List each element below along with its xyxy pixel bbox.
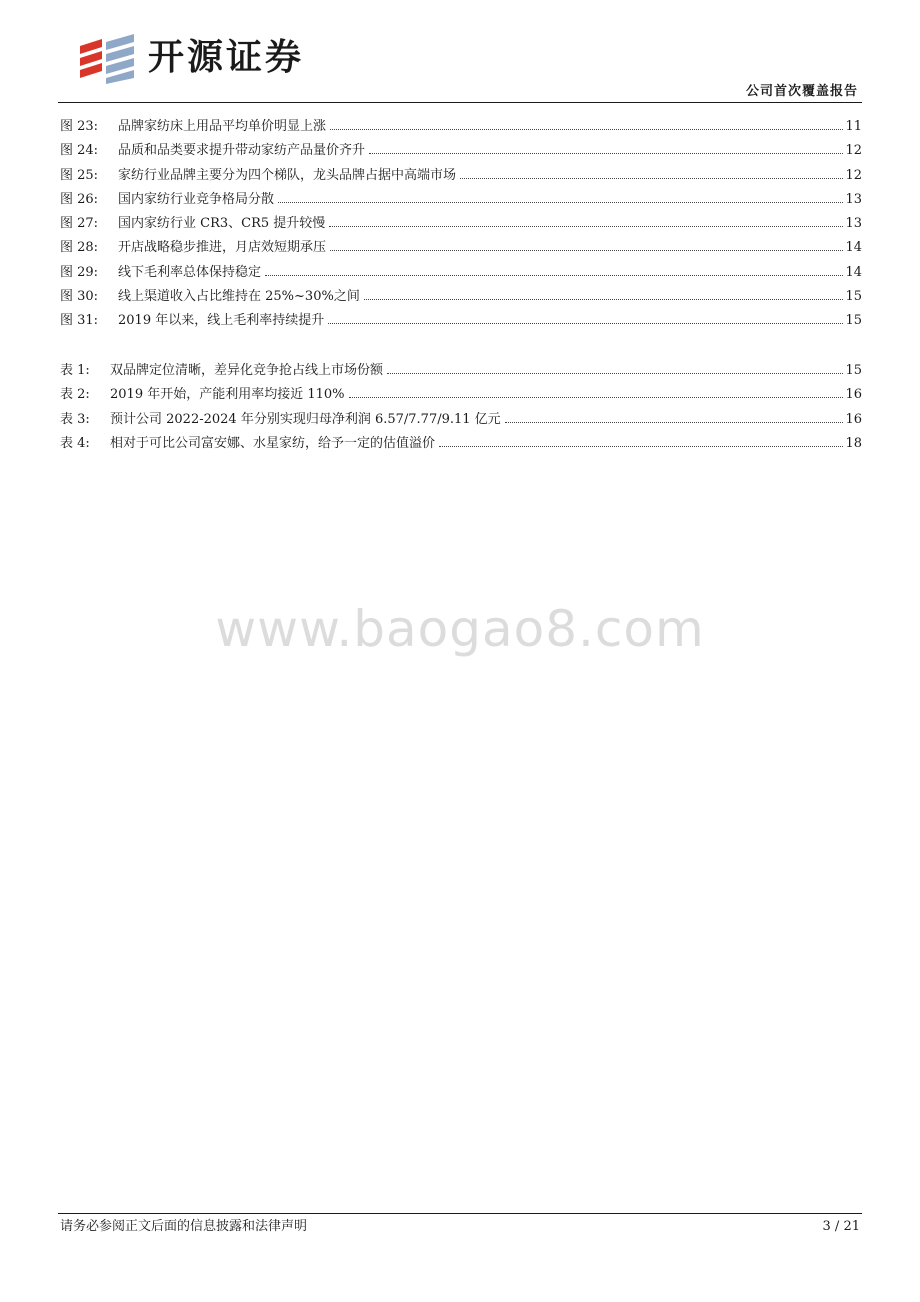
toc-entry-title: 2019 年以来，线上毛利率持续提升	[118, 313, 325, 329]
toc-entry-page: 18	[845, 435, 862, 451]
toc-entry-page: 12	[845, 143, 862, 159]
toc-entry-label: 图 30:	[60, 289, 99, 305]
toc-entry-title: 品牌家纺床上用品平均单价明显上涨	[118, 119, 327, 134]
toc-entry-title: 相对于可比公司富安娜、水星家纺，给予一定的估值溢价	[110, 435, 436, 451]
toc-entry[interactable]	[60, 309, 862, 333]
footer-disclaimer: 请务必参阅正文后面的信息披露和法律声明	[60, 1219, 308, 1234]
toc-leader-dots	[439, 446, 843, 447]
toc-entry-label: 图 23:	[60, 119, 99, 134]
toc-entry-page: 15	[845, 313, 862, 329]
toc-entry-title: 预计公司 2022-2024 年分别实现归母净利润 6.57/7.77/9.11 亿元	[110, 411, 501, 427]
page-header	[0, 0, 920, 104]
toc-entry-page: 13	[845, 191, 862, 207]
toc-leader-dots	[278, 202, 843, 203]
toc-entry-label: 图 28:	[60, 240, 99, 256]
logo-mark-icon	[78, 34, 142, 84]
footer-divider	[58, 1213, 862, 1214]
toc-entry-title: 线上渠道收入占比维持在 25%~30%之间	[118, 289, 360, 305]
toc-entry[interactable]	[60, 188, 862, 212]
watermark-text: www.baogao8.com	[215, 600, 705, 658]
toc-entry[interactable]	[60, 236, 862, 260]
toc-entry[interactable]	[60, 139, 862, 163]
toc-entry-page: 11	[845, 119, 862, 134]
toc-entry-label: 图 25:	[60, 167, 99, 183]
toc-entry[interactable]	[60, 408, 862, 432]
figure-index-list	[60, 115, 862, 334]
toc-entry-title: 线下毛利率总体保持稳定	[118, 264, 262, 280]
toc-leader-dots	[330, 129, 843, 130]
toc-entry-label: 表 1:	[60, 363, 90, 378]
toc-entry-page: 14	[845, 264, 862, 280]
toc-leader-dots	[329, 226, 843, 227]
toc-entry-page: 13	[845, 216, 862, 232]
toc-entry-label: 表 4:	[60, 435, 90, 451]
toc-entry-title: 2019 年开始，产能利用率均接近 110%	[110, 387, 345, 403]
toc-entry-title: 国内家纺行业 CR3、CR5 提升较慢	[118, 216, 326, 232]
company-logo	[78, 34, 338, 84]
toc-entry[interactable]	[60, 164, 862, 188]
toc-entry-page: 16	[845, 411, 862, 427]
toc-entry-page: 15	[845, 363, 862, 378]
toc-entry[interactable]	[60, 285, 862, 309]
toc-entry-title: 品质和品类要求提升带动家纺产品量价齐升	[118, 143, 366, 159]
toc-entry-label: 图 29:	[60, 264, 99, 280]
toc-entry-page: 14	[845, 240, 862, 256]
toc-entry-label: 表 3:	[60, 411, 90, 427]
toc-leader-dots	[369, 153, 843, 154]
toc-entry-label: 图 27:	[60, 216, 99, 232]
toc-entry-label: 图 24:	[60, 143, 99, 159]
toc-entry-title: 国内家纺行业竞争格局分散	[118, 191, 275, 207]
table-index-list	[60, 359, 862, 456]
toc-leader-dots	[460, 178, 843, 179]
toc-entry-label: 图 26:	[60, 191, 99, 207]
toc-entry[interactable]	[60, 115, 862, 139]
toc-entry-label: 图 31:	[60, 313, 99, 329]
toc-entry-page: 12	[845, 167, 862, 183]
toc-entry-title: 开店战略稳步推进，月店效短期承压	[118, 240, 327, 256]
toc-entry[interactable]	[60, 261, 862, 285]
toc-entry-page: 15	[845, 289, 862, 305]
toc-leader-dots	[387, 373, 843, 374]
toc-entry-page: 16	[845, 387, 862, 403]
toc-leader-dots	[328, 323, 843, 324]
toc-entry-title: 家纺行业品牌主要分为四个梯队，龙头品牌占据中高端市场	[118, 167, 457, 183]
toc-entry-title: 双品牌定位清晰，差异化竞争抢占线上市场份额	[110, 363, 384, 378]
toc-leader-dots	[505, 422, 844, 423]
toc-entry[interactable]	[60, 359, 862, 383]
toc-leader-dots	[265, 275, 843, 276]
toc-leader-dots	[349, 397, 844, 398]
page-number: 3 / 21	[822, 1219, 860, 1234]
toc-entry[interactable]	[60, 432, 862, 456]
report-type-label: 公司首次覆盖报告	[745, 84, 858, 99]
logo-text: 开源证券	[148, 37, 305, 78]
toc-entry-label: 表 2:	[60, 387, 90, 403]
toc-leader-dots	[330, 250, 843, 251]
toc-leader-dots	[364, 299, 844, 300]
toc-entry[interactable]	[60, 212, 862, 236]
toc-entry[interactable]	[60, 383, 862, 407]
header-divider	[58, 102, 862, 103]
